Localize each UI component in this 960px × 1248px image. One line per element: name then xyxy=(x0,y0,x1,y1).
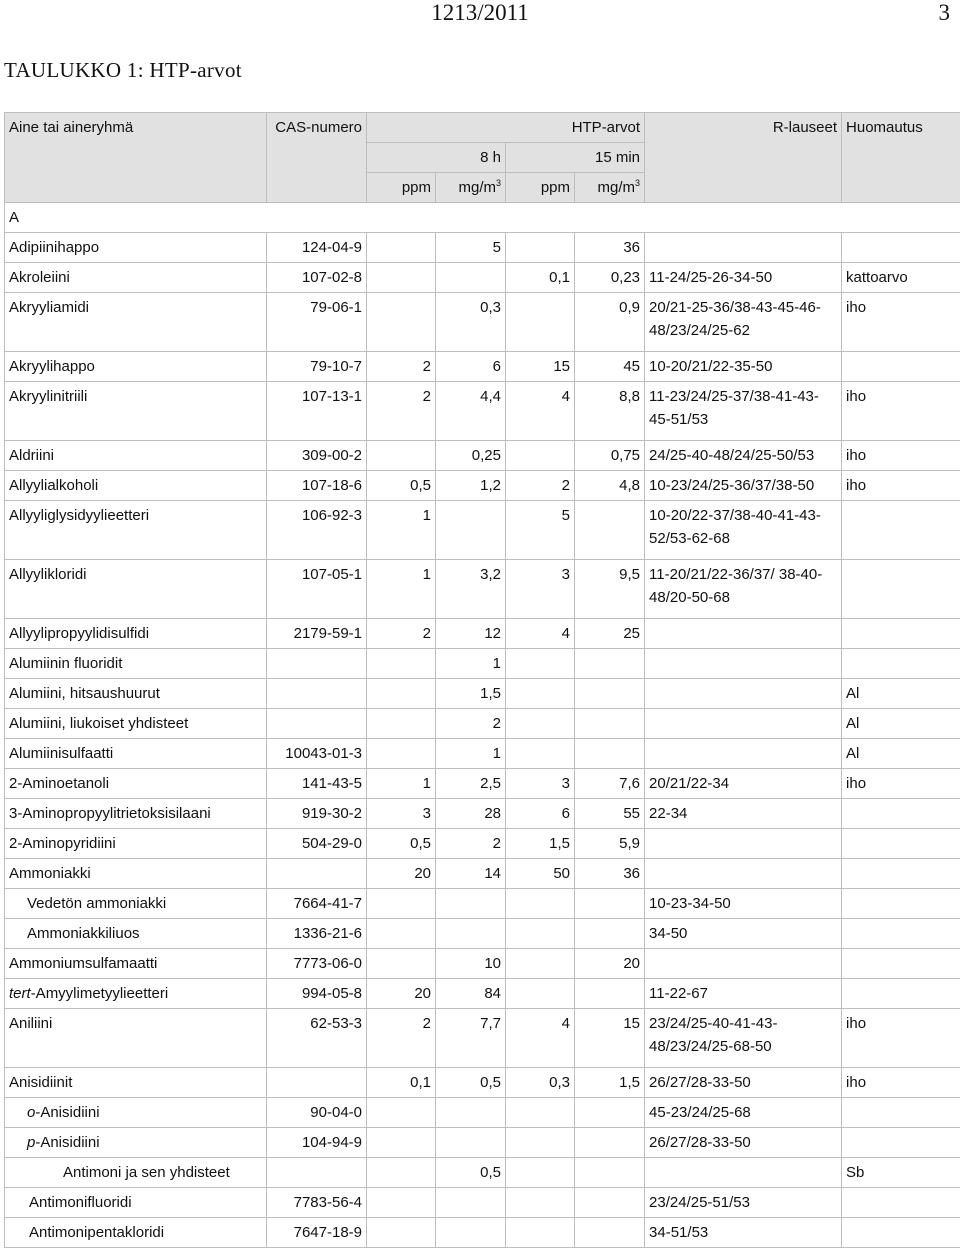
mg-8h-cell: 0,5 xyxy=(436,1158,506,1188)
ppm-15min-cell xyxy=(506,739,575,769)
mg-8h-cell xyxy=(436,1098,506,1128)
mg-8h-cell: 2,5 xyxy=(436,769,506,799)
mg-8h-cell: 28 xyxy=(436,799,506,829)
mg-15min-cell: 0,75 xyxy=(575,441,645,471)
r-phrases-cell: 10-23-34-50 xyxy=(645,889,842,919)
note-cell: iho xyxy=(842,382,960,441)
r-phrases-cell xyxy=(645,829,842,859)
table-row xyxy=(5,949,960,979)
ppm-15min-cell xyxy=(506,1098,575,1128)
mg-8h-cell xyxy=(436,501,506,560)
ppm-15min-cell xyxy=(506,441,575,471)
note-cell xyxy=(842,919,960,949)
ppm-8h-cell xyxy=(367,293,436,352)
ppm-8h-cell: 20 xyxy=(367,979,436,1009)
mg-15min-cell xyxy=(575,889,645,919)
section-label: A xyxy=(5,203,960,233)
note-cell: iho xyxy=(842,471,960,501)
r-phrases-cell: 11-20/21/22-36/37/ 38-40-48/20-50-68 xyxy=(645,560,842,619)
r-phrases-cell xyxy=(645,1158,842,1188)
ppm-15min-cell: 3 xyxy=(506,769,575,799)
mg-8h-cell: 3,2 xyxy=(436,560,506,619)
substance-cell: Akroleiini xyxy=(5,263,267,293)
mg-15min-cell: 5,9 xyxy=(575,829,645,859)
htp-table xyxy=(4,112,960,1248)
ppm-8h-cell: 2 xyxy=(367,619,436,649)
r-phrases-cell: 26/27/28-33-50 xyxy=(645,1068,842,1098)
substance-cell: Aldriini xyxy=(5,441,267,471)
note-cell xyxy=(842,829,960,859)
table-row xyxy=(5,1218,960,1248)
note-cell xyxy=(842,1218,960,1248)
substance-cell: Allyylipropyylidisulfidi xyxy=(5,619,267,649)
ppm-8h-cell: 0,5 xyxy=(367,829,436,859)
substance-cell: Vedetön ammoniakki xyxy=(5,889,267,919)
cas-cell: 124-04-9 xyxy=(267,233,367,263)
mg-8h-cell: 12 xyxy=(436,619,506,649)
note-cell xyxy=(842,1098,960,1128)
ppm-8h-cell: 0,1 xyxy=(367,1068,436,1098)
mg-15min-cell xyxy=(575,1098,645,1128)
cas-cell xyxy=(267,1158,367,1188)
ppm-15min-cell: 0,3 xyxy=(506,1068,575,1098)
r-phrases-cell: 11-22-67 xyxy=(645,979,842,1009)
substance-cell: tert-Amyylimetyylieetteri xyxy=(5,979,267,1009)
table-row xyxy=(5,799,960,829)
cas-cell: 10043-01-3 xyxy=(267,739,367,769)
cas-cell: 107-18-6 xyxy=(267,471,367,501)
cas-cell xyxy=(267,859,367,889)
column-header-substance: Aine tai aineryhmä xyxy=(5,113,267,203)
mg-8h-cell: 7,7 xyxy=(436,1009,506,1068)
cas-cell: 1336-21-6 xyxy=(267,919,367,949)
table-row xyxy=(5,471,960,501)
note-cell: iho xyxy=(842,1068,960,1098)
mg-8h-cell: 6 xyxy=(436,352,506,382)
cas-cell: 62-53-3 xyxy=(267,1009,367,1068)
mg-8h-cell: 0,5 xyxy=(436,1068,506,1098)
table-row xyxy=(5,1009,960,1068)
table-row xyxy=(5,1068,960,1098)
mg-8h-cell: 2 xyxy=(436,829,506,859)
column-header-mg-15min: $mg/m^3$ xyxy=(575,173,645,203)
mg-15min-cell: 36 xyxy=(575,233,645,263)
mg-15min-cell: 0,9 xyxy=(575,293,645,352)
cas-cell: 7783-56-4 xyxy=(267,1188,367,1218)
table-row xyxy=(5,263,960,293)
table-row xyxy=(5,889,960,919)
substance-cell: Allyylikloridi xyxy=(5,560,267,619)
column-header-ppm-15min: ppm xyxy=(506,173,575,203)
substance-cell: 2-Aminopyridiini xyxy=(5,829,267,859)
mg-8h-cell: 0,3 xyxy=(436,293,506,352)
column-header-ppm-8h: ppm xyxy=(367,173,436,203)
ppm-8h-cell: 2 xyxy=(367,352,436,382)
column-header-8h: 8 h xyxy=(367,143,506,173)
ppm-15min-cell: 4 xyxy=(506,382,575,441)
table-row xyxy=(5,859,960,889)
mg-8h-cell xyxy=(436,263,506,293)
mg-8h-cell: 10 xyxy=(436,949,506,979)
table-row xyxy=(5,441,960,471)
ppm-15min-cell xyxy=(506,1188,575,1218)
ppm-8h-cell: 3 xyxy=(367,799,436,829)
mg-15min-cell xyxy=(575,1158,645,1188)
mg-15min-cell xyxy=(575,1218,645,1248)
table-row xyxy=(5,709,960,739)
cas-cell: 90-04-0 xyxy=(267,1098,367,1128)
ppm-8h-cell xyxy=(367,889,436,919)
cas-cell: 107-02-8 xyxy=(267,263,367,293)
mg-15min-cell xyxy=(575,709,645,739)
table-row xyxy=(5,1158,960,1188)
mg-15min-cell: 45 xyxy=(575,352,645,382)
mg-15min-cell: 8,8 xyxy=(575,382,645,441)
ppm-15min-cell xyxy=(506,679,575,709)
substance-cell: 3-Aminopropyylitrietoksisilaani xyxy=(5,799,267,829)
note-cell xyxy=(842,799,960,829)
table-row xyxy=(5,233,960,263)
mg-8h-cell xyxy=(436,1128,506,1158)
r-phrases-cell: 11-23/24/25-37/38-41-43-45-51/53 xyxy=(645,382,842,441)
table-row xyxy=(5,501,960,560)
r-phrases-cell: 23/24/25-40-41-43-48/23/24/25-68-50 xyxy=(645,1009,842,1068)
cas-cell: 994-05-8 xyxy=(267,979,367,1009)
r-phrases-cell: 11-24/25-26-34-50 xyxy=(645,263,842,293)
column-header-15min: 15 min xyxy=(506,143,645,173)
cas-cell: 2179-59-1 xyxy=(267,619,367,649)
r-phrases-cell: 34-51/53 xyxy=(645,1218,842,1248)
table-title: TAULUKKO 1: HTP-arvot xyxy=(4,58,242,83)
ppm-8h-cell xyxy=(367,1158,436,1188)
substance-cell: Alumiinin fluoridit xyxy=(5,649,267,679)
mg-8h-cell: 4,4 xyxy=(436,382,506,441)
cas-cell xyxy=(267,709,367,739)
ppm-15min-cell xyxy=(506,1218,575,1248)
substance-cell: Ammoniakki xyxy=(5,859,267,889)
substance-cell: Antimoni ja sen yhdisteet xyxy=(5,1158,267,1188)
ppm-8h-cell xyxy=(367,263,436,293)
ppm-15min-cell xyxy=(506,979,575,1009)
mg-15min-cell: 20 xyxy=(575,949,645,979)
note-cell xyxy=(842,233,960,263)
r-phrases-cell: 10-20/21/22-35-50 xyxy=(645,352,842,382)
ppm-15min-cell: 50 xyxy=(506,859,575,889)
mg-8h-cell xyxy=(436,1218,506,1248)
substance-cell: Allyylialkoholi xyxy=(5,471,267,501)
substance-cell: Adipiinihappo xyxy=(5,233,267,263)
substance-cell: Akryylihappo xyxy=(5,352,267,382)
r-phrases-cell: 10-23/24/25-36/37/38-50 xyxy=(645,471,842,501)
note-cell: iho xyxy=(842,293,960,352)
mg-8h-cell xyxy=(436,889,506,919)
note-cell: kattoarvo xyxy=(842,263,960,293)
section-row xyxy=(5,203,960,233)
note-cell: iho xyxy=(842,1009,960,1068)
mg-15min-cell: 1,5 xyxy=(575,1068,645,1098)
table-row xyxy=(5,739,960,769)
note-cell xyxy=(842,859,960,889)
ppm-15min-cell: 1,5 xyxy=(506,829,575,859)
ppm-15min-cell xyxy=(506,1128,575,1158)
cas-cell xyxy=(267,1068,367,1098)
cas-cell: 7647-18-9 xyxy=(267,1218,367,1248)
ppm-8h-cell xyxy=(367,679,436,709)
ppm-8h-cell xyxy=(367,441,436,471)
table-row xyxy=(5,979,960,1009)
ppm-15min-cell xyxy=(506,919,575,949)
mg-8h-cell xyxy=(436,919,506,949)
cas-cell: 107-05-1 xyxy=(267,560,367,619)
ppm-15min-cell: 4 xyxy=(506,619,575,649)
note-cell xyxy=(842,1188,960,1218)
mg-15min-cell xyxy=(575,1128,645,1158)
ppm-15min-cell xyxy=(506,949,575,979)
r-phrases-cell: 20/21-25-36/38-43-45-46-48/23/24/25-62 xyxy=(645,293,842,352)
substance-cell: Alumiinisulfaatti xyxy=(5,739,267,769)
table-row xyxy=(5,769,960,799)
note-cell xyxy=(842,649,960,679)
r-phrases-cell: 26/27/28-33-50 xyxy=(645,1128,842,1158)
mg-8h-cell: 1,5 xyxy=(436,679,506,709)
mg-8h-cell: 14 xyxy=(436,859,506,889)
cas-cell xyxy=(267,649,367,679)
ppm-8h-cell: 1 xyxy=(367,769,436,799)
ppm-15min-cell xyxy=(506,649,575,679)
note-cell: Al xyxy=(842,679,960,709)
substance-cell: Aniliini xyxy=(5,1009,267,1068)
ppm-8h-cell: 0,5 xyxy=(367,471,436,501)
table-row xyxy=(5,919,960,949)
mg-15min-cell xyxy=(575,1188,645,1218)
ppm-8h-cell xyxy=(367,233,436,263)
substance-cell: o-Anisidiini xyxy=(5,1098,267,1128)
substance-cell: Allyyliglysidyylieetteri xyxy=(5,501,267,560)
note-cell xyxy=(842,949,960,979)
column-header-note: Huomautus xyxy=(842,113,960,203)
table-row xyxy=(5,1098,960,1128)
ppm-15min-cell: 5 xyxy=(506,501,575,560)
r-phrases-cell: 45-23/24/25-68 xyxy=(645,1098,842,1128)
r-phrases-cell xyxy=(645,679,842,709)
table-row xyxy=(5,560,960,619)
r-phrases-cell: 20/21/22-34 xyxy=(645,769,842,799)
mg-15min-cell xyxy=(575,919,645,949)
note-cell xyxy=(842,1128,960,1158)
r-phrases-cell xyxy=(645,233,842,263)
table-row xyxy=(5,352,960,382)
mg-15min-cell xyxy=(575,679,645,709)
ppm-15min-cell: 0,1 xyxy=(506,263,575,293)
ppm-8h-cell: 1 xyxy=(367,501,436,560)
ppm-8h-cell xyxy=(367,1128,436,1158)
cas-cell: 79-10-7 xyxy=(267,352,367,382)
cas-cell: 309-00-2 xyxy=(267,441,367,471)
r-phrases-cell xyxy=(645,949,842,979)
column-header-cas: CAS-numero xyxy=(267,113,367,203)
table-row xyxy=(5,382,960,441)
ppm-15min-cell: 3 xyxy=(506,560,575,619)
mg-15min-cell xyxy=(575,649,645,679)
column-header-htp: HTP-arvot xyxy=(367,113,645,143)
mg-8h-cell xyxy=(436,1188,506,1218)
column-header-mg-8h: $mg/m^3$ xyxy=(436,173,506,203)
substance-cell: Akryyliamidi xyxy=(5,293,267,352)
page-header xyxy=(0,0,960,28)
r-phrases-cell xyxy=(645,859,842,889)
note-cell xyxy=(842,889,960,919)
ppm-8h-cell: 1 xyxy=(367,560,436,619)
note-cell: iho xyxy=(842,769,960,799)
mg-15min-cell xyxy=(575,739,645,769)
mg-8h-cell: 1,2 xyxy=(436,471,506,501)
ppm-15min-cell: 2 xyxy=(506,471,575,501)
r-phrases-cell xyxy=(645,649,842,679)
mg-15min-cell: 7,6 xyxy=(575,769,645,799)
cas-cell xyxy=(267,679,367,709)
page-number: 3 xyxy=(939,0,951,26)
table-row xyxy=(5,293,960,352)
r-phrases-cell xyxy=(645,709,842,739)
note-cell xyxy=(842,352,960,382)
substance-cell: Anisidiinit xyxy=(5,1068,267,1098)
table-row xyxy=(5,619,960,649)
ppm-15min-cell: 15 xyxy=(506,352,575,382)
ppm-15min-cell xyxy=(506,293,575,352)
table-row xyxy=(5,679,960,709)
mg-15min-cell: 0,23 xyxy=(575,263,645,293)
cas-cell: 107-13-1 xyxy=(267,382,367,441)
table-row xyxy=(5,1128,960,1158)
r-phrases-cell xyxy=(645,619,842,649)
ppm-15min-cell: 6 xyxy=(506,799,575,829)
column-header-r: R-lauseet xyxy=(645,113,842,203)
mg-8h-cell: 84 xyxy=(436,979,506,1009)
ppm-8h-cell: 2 xyxy=(367,382,436,441)
mg-8h-cell: 1 xyxy=(436,649,506,679)
note-cell: Al xyxy=(842,739,960,769)
note-cell xyxy=(842,619,960,649)
ppm-15min-cell xyxy=(506,889,575,919)
ppm-15min-cell xyxy=(506,709,575,739)
note-cell xyxy=(842,501,960,560)
ppm-8h-cell xyxy=(367,949,436,979)
ppm-15min-cell xyxy=(506,233,575,263)
ppm-8h-cell xyxy=(367,649,436,679)
r-phrases-cell: 34-50 xyxy=(645,919,842,949)
ppm-15min-cell: 4 xyxy=(506,1009,575,1068)
ppm-15min-cell xyxy=(506,1158,575,1188)
mg-8h-cell: 0,25 xyxy=(436,441,506,471)
note-cell: Al xyxy=(842,709,960,739)
cas-cell: 106-92-3 xyxy=(267,501,367,560)
cas-cell: 104-94-9 xyxy=(267,1128,367,1158)
mg-8h-cell: 5 xyxy=(436,233,506,263)
table-row xyxy=(5,829,960,859)
cas-cell: 919-30-2 xyxy=(267,799,367,829)
r-phrases-cell: 24/25-40-48/24/25-50/53 xyxy=(645,441,842,471)
cas-cell: 79-06-1 xyxy=(267,293,367,352)
ppm-8h-cell xyxy=(367,1098,436,1128)
mg-15min-cell: 4,8 xyxy=(575,471,645,501)
substance-cell: Antimonifluoridi xyxy=(5,1188,267,1218)
mg-15min-cell: 55 xyxy=(575,799,645,829)
header-row-1 xyxy=(5,113,960,143)
cas-cell: 7664-41-7 xyxy=(267,889,367,919)
substance-cell: 2-Aminoetanoli xyxy=(5,769,267,799)
substance-cell: p-Anisidiini xyxy=(5,1128,267,1158)
cas-cell: 504-29-0 xyxy=(267,829,367,859)
ppm-8h-cell: 2 xyxy=(367,1009,436,1068)
cas-cell: 141-43-5 xyxy=(267,769,367,799)
cas-cell: 7773-06-0 xyxy=(267,949,367,979)
table-row xyxy=(5,649,960,679)
mg-8h-cell: 1 xyxy=(436,739,506,769)
r-phrases-cell xyxy=(645,739,842,769)
mg-15min-cell xyxy=(575,979,645,1009)
table-row xyxy=(5,1188,960,1218)
mg-15min-cell: 15 xyxy=(575,1009,645,1068)
mg-15min-cell: 36 xyxy=(575,859,645,889)
ppm-8h-cell xyxy=(367,919,436,949)
ppm-8h-cell xyxy=(367,709,436,739)
mg-8h-cell: 2 xyxy=(436,709,506,739)
substance-cell: Alumiini, liukoiset yhdisteet xyxy=(5,709,267,739)
note-cell: Sb xyxy=(842,1158,960,1188)
ppm-8h-cell xyxy=(367,739,436,769)
ppm-8h-cell: 20 xyxy=(367,859,436,889)
note-cell xyxy=(842,560,960,619)
mg-15min-cell xyxy=(575,501,645,560)
r-phrases-cell: 10-20/22-37/38-40-41-43-52/53-62-68 xyxy=(645,501,842,560)
ppm-8h-cell xyxy=(367,1188,436,1218)
note-cell: iho xyxy=(842,441,960,471)
r-phrases-cell: 22-34 xyxy=(645,799,842,829)
mg-15min-cell: 9,5 xyxy=(575,560,645,619)
substance-cell: Ammoniumsulfamaatti xyxy=(5,949,267,979)
r-phrases-cell: 23/24/25-51/53 xyxy=(645,1188,842,1218)
substance-cell: Ammoniakkiliuos xyxy=(5,919,267,949)
ppm-8h-cell xyxy=(367,1218,436,1248)
mg-15min-cell: 25 xyxy=(575,619,645,649)
substance-cell: Akryylinitriili xyxy=(5,382,267,441)
substance-cell: Antimonipentakloridi xyxy=(5,1218,267,1248)
substance-cell: Alumiini, hitsaushuurut xyxy=(5,679,267,709)
note-cell xyxy=(842,979,960,1009)
document-number: 1213/2011 xyxy=(0,0,960,26)
